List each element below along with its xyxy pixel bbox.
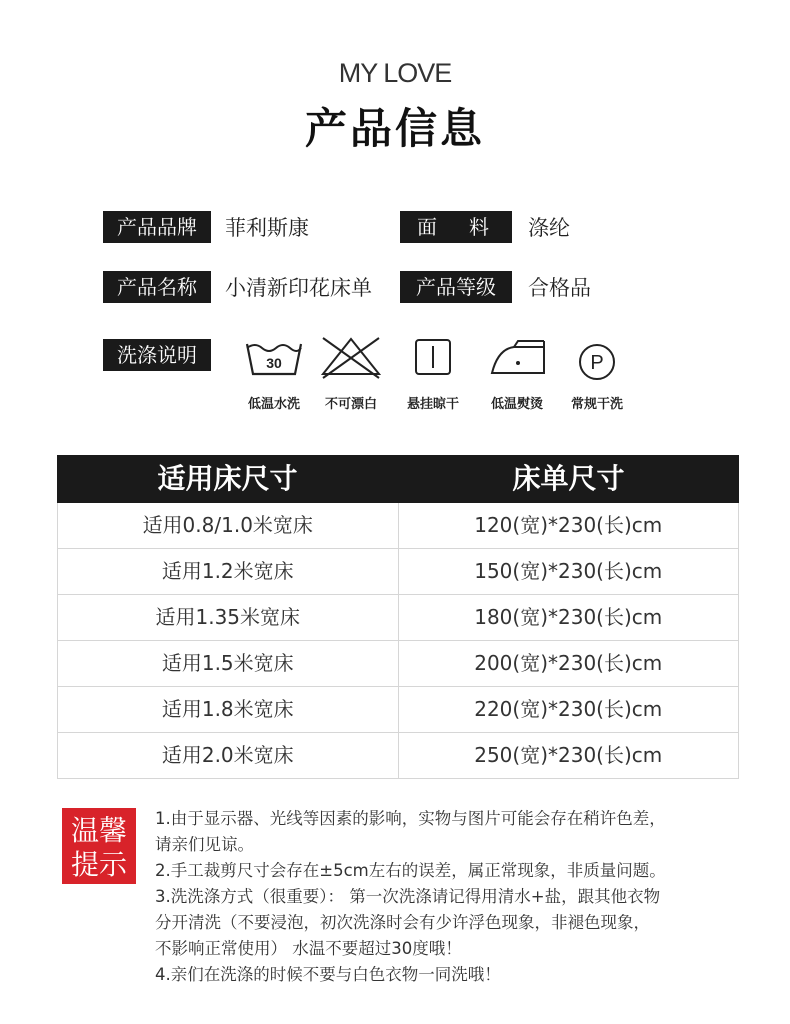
table-row [58, 641, 738, 687]
sheet-size-cell: 120(宽)*230(长)cm [474, 513, 663, 537]
wash-label: 洗涤说明 [103, 339, 211, 371]
tips-badge-line2: 提示 [70, 848, 127, 881]
bed-size-cell: 适用2.0米宽床 [58, 733, 399, 778]
sheet-size-cell: 250(宽)*230(长)cm [474, 743, 663, 767]
sheet-size-cell: 220(宽)*230(长)cm [474, 697, 663, 721]
wash-label-dry-clean: 常规干洗 [570, 397, 623, 412]
hang-dry-icon [414, 338, 454, 382]
header-bed-size: 适用床尺寸 [157, 462, 298, 495]
note-line: 不影响正常使用） 水温不要超过30度哦！ [155, 939, 462, 958]
note-line: 1.由于显示器、光线等因素的影响，实物与图片可能会存在稍许色差， [155, 809, 666, 828]
brand-label: 产品品牌 [103, 211, 211, 243]
sheet-size-cell: 200(宽)*230(长)cm [474, 651, 663, 675]
size-table [57, 455, 739, 779]
tips-badge-line1: 温馨 [70, 814, 127, 847]
wash-label-hang-dry: 悬挂晾干 [406, 397, 459, 412]
grade-value: 合格品 [528, 276, 591, 300]
bed-size-cell: 适用1.5米宽床 [58, 641, 399, 686]
brand-subtitle: MY LOVE [338, 58, 452, 88]
wash-label-low-iron: 低温熨烫 [490, 397, 543, 412]
table-row [58, 549, 738, 595]
note-line: 3.洗洗涤方式（很重要）： 第一次洗涤请记得用清水+盐，跟其他衣物 [155, 887, 661, 906]
name-label: 产品名称 [103, 271, 211, 303]
wash-label-low-temp: 低温水洗 [247, 397, 300, 412]
note-line: 请亲们见谅。 [155, 835, 254, 854]
svg-text:30: 30 [266, 355, 282, 371]
table-row [58, 733, 738, 779]
bed-size-cell: 适用0.8/1.0米宽床 [58, 503, 399, 548]
wash-30-icon [243, 336, 305, 384]
dry-clean-icon [578, 343, 618, 387]
grade-label: 产品等级 [400, 271, 512, 303]
table-row [58, 595, 738, 641]
tips-notes [155, 806, 745, 988]
sheet-size-cell: 180(宽)*230(长)cm [474, 605, 663, 629]
table-row [58, 687, 738, 733]
page-title: 产品信息 [304, 104, 485, 153]
wash-label-no-bleach: 不可漂白 [324, 397, 377, 412]
sheet-size-cell: 150(宽)*230(长)cm [474, 559, 663, 583]
table-row [58, 503, 738, 549]
fabric-label: 面 料 [400, 211, 512, 243]
size-table-header [57, 455, 739, 503]
fabric-value: 涤纶 [528, 216, 570, 240]
low-iron-icon [488, 337, 548, 381]
note-line: 分开清洗（不要浸泡，初次洗涤时会有少许浮色现象，非褪色现象， [155, 913, 650, 932]
no-bleach-icon [319, 334, 383, 384]
svg-text:P: P [590, 352, 604, 374]
bed-size-cell: 适用1.35米宽床 [58, 595, 399, 640]
brand-value: 菲利斯康 [225, 216, 309, 240]
note-line: 2.手工裁剪尺寸会存在±5cm左右的误差，属正常现象，非质量问题。 [155, 861, 666, 880]
name-value: 小清新印花床单 [225, 276, 372, 300]
note-line: 4.亲们在洗涤的时候不要与白色衣物一同洗哦！ [155, 965, 501, 984]
bed-size-cell: 适用1.2米宽床 [58, 549, 399, 594]
tips-badge [62, 808, 136, 884]
header-sheet-size: 床单尺寸 [512, 462, 625, 495]
bed-size-cell: 适用1.8米宽床 [58, 687, 399, 732]
